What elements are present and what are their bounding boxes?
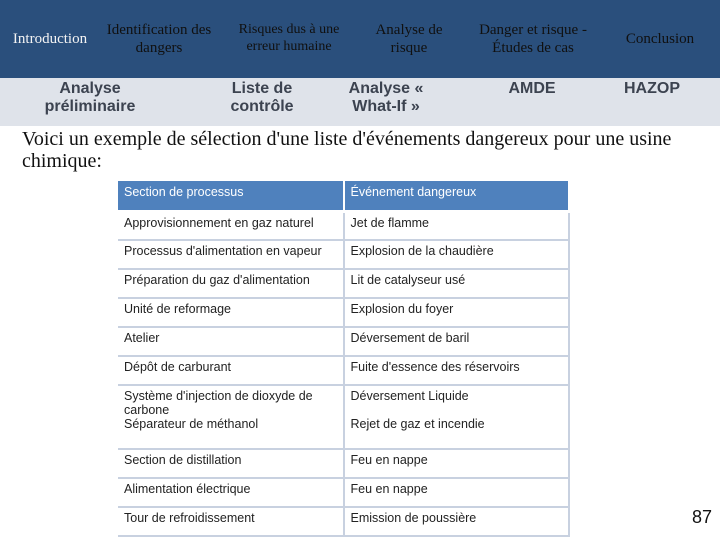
- nav-erreur-humaine[interactable]: Risques dus à une erreur humaine: [238, 22, 340, 54]
- cell-section: Processus d'alimentation en vapeur: [118, 240, 344, 269]
- top-navigation: [0, 0, 720, 78]
- cell-event: Explosion de la chaudière: [344, 240, 570, 269]
- table-row: [118, 356, 569, 385]
- cell-section: Système d'injection de dioxyde de carbone Séparateur de méthanol: [118, 385, 344, 449]
- sub-nav-hazop[interactable]: HAZOP: [624, 80, 680, 97]
- table-row: [118, 269, 569, 298]
- table-row: [118, 478, 569, 507]
- sub-nav-what-if[interactable]: Analyse « What-If »: [348, 80, 424, 116]
- header-evenement-dangereux: Événement dangereux: [344, 181, 570, 211]
- cell-event: Jet de flamme: [344, 211, 570, 240]
- cell-section: Approvisionnement en gaz naturel: [118, 211, 344, 240]
- sub-navigation: [0, 78, 720, 126]
- sub-nav-analyse-preliminaire[interactable]: Analyse préliminaire: [44, 80, 136, 116]
- cell-event: Fuite d'essence des réservoirs: [344, 356, 570, 385]
- nav-identification-dangers[interactable]: Identification des dangers: [106, 22, 212, 56]
- nav-analyse-risque[interactable]: Analyse de risque: [375, 22, 443, 56]
- page-number: 87: [691, 507, 712, 527]
- table-row: [118, 385, 569, 449]
- cell-section: Tour de refroidissement: [118, 507, 344, 536]
- nav-etudes-de-cas[interactable]: Danger et risque - Études de cas: [479, 22, 587, 56]
- cell-event: Feu en nappe: [344, 478, 570, 507]
- sub-nav-amde[interactable]: AMDE: [508, 80, 556, 97]
- cell-section: Alimentation électrique: [118, 478, 344, 507]
- nav-introduction[interactable]: Introduction: [12, 31, 88, 47]
- cell-event: Feu en nappe: [344, 449, 570, 478]
- cell-section: Préparation du gaz d'alimentation: [118, 269, 344, 298]
- cell-event: Emission de poussière: [344, 507, 570, 536]
- table-row: [118, 507, 569, 536]
- table-row: [118, 327, 569, 356]
- cell-event: Déversement Liquide Rejet de gaz et incendie: [344, 385, 570, 449]
- intro-text: Voici un exemple de sélection d'une liste d'événements dangereux pour une usine chimique:: [22, 128, 672, 173]
- cell-section: Unité de reformage: [118, 298, 344, 327]
- table-row: [118, 449, 569, 478]
- header-section-processus: Section de processus: [118, 181, 344, 211]
- table-row: [118, 240, 569, 269]
- table-row: [118, 211, 569, 240]
- cell-section: Dépôt de carburant: [118, 356, 344, 385]
- cell-event: Lit de catalyseur usé: [344, 269, 570, 298]
- cell-section: Atelier: [118, 327, 344, 356]
- cell-section: Section de distillation: [118, 449, 344, 478]
- sub-nav-liste-controle[interactable]: Liste de contrôle: [230, 80, 294, 116]
- cell-event: Déversement de baril: [344, 327, 570, 356]
- hazard-table: [118, 181, 570, 537]
- table-row: [118, 298, 569, 327]
- cell-event: Explosion du foyer: [344, 298, 570, 327]
- nav-conclusion[interactable]: Conclusion: [625, 31, 695, 47]
